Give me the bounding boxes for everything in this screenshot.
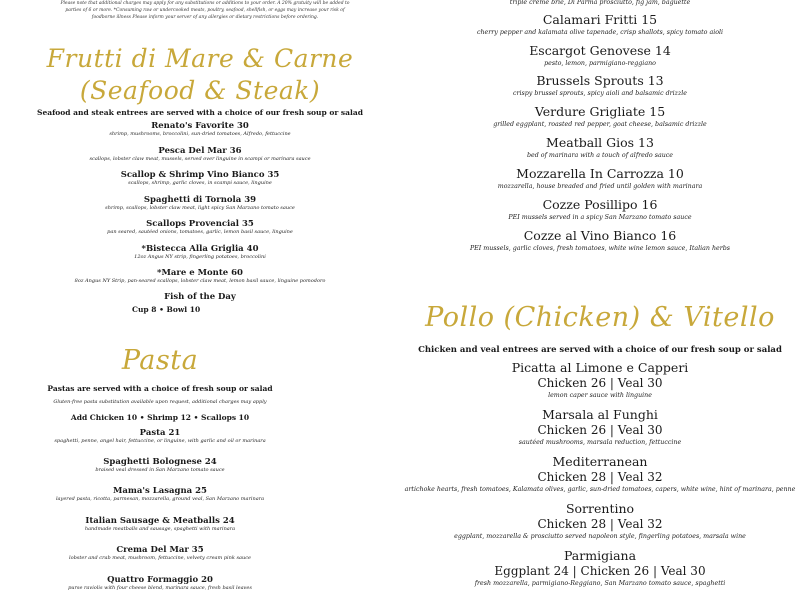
frutti-item: [0, 170, 400, 187]
item-desc: braised veal dressed in San Marzano tomato sauce: [95, 467, 225, 473]
item-desc: lobster and crab meat, mushroom, fettuccine, velvety cream pink sauce: [68, 555, 252, 561]
item-desc: bed of marinara with a touch of alfredo sauce: [526, 152, 674, 159]
item-desc: cherry pepper and kalamata olive tapenade, crisp shallots, spicy tomato aioli: [476, 29, 724, 36]
pollo-item: [400, 501, 800, 541]
item-name: Parmigiana: [563, 548, 637, 563]
frutti-item: [0, 195, 400, 212]
item-price: Chicken 28 | Veal 32: [537, 517, 663, 531]
item-desc: handmade meatballs and sausage, spaghetti with marinara: [84, 526, 236, 532]
item-desc: lemon caper sauce with linguine: [548, 392, 652, 399]
pasta-item: [0, 486, 320, 503]
item-name: Quattro Formaggio 20: [107, 575, 213, 585]
item-desc: PEI mussels served in a spicy San Marzano tomato sauce: [508, 214, 692, 221]
frutti-item: [0, 121, 400, 138]
item-price: Eggplant 24 | Chicken 26 | Veal 30: [494, 564, 706, 578]
item-desc: shrimp, scallops, lobster claw meat, light spicy San Marzano tomato sauce: [105, 205, 295, 211]
item-desc: scallops, shrimp, garlic cloves, in scampi sauce, linguine: [128, 180, 272, 186]
item-price: Chicken 26 | Veal 30: [537, 376, 663, 390]
item-name: Fish of the Day: [164, 292, 236, 302]
item-name: Mediterranean: [552, 454, 648, 469]
item-desc: layered pasta, ricotta, parmesan, mozzarella, ground veal, San Marzano marinara: [55, 496, 265, 502]
pollo-item: [400, 454, 800, 494]
item-name: Pesca Del Mar 36: [158, 146, 242, 156]
frutti-item: [0, 219, 400, 236]
item-desc: eggplant, mozzarella & prosciutto served napoleon style, fingerling potatoes, marsala wine: [454, 533, 746, 540]
frutti-item: [0, 244, 400, 261]
antipasti-item: [400, 12, 800, 37]
pasta-item: [0, 428, 320, 445]
item-desc: pesto, lemon, parmigiano-reggiano: [544, 60, 656, 67]
pasta-add-ons: Add Chicken 10 • Shrimp 12 • Scallops 10: [70, 413, 250, 422]
item-name: Spaghetti Bolognese 24: [103, 457, 217, 467]
pollo-title: Pollo (Chicken) & Vitello: [425, 302, 775, 333]
pasta-item: [0, 516, 320, 533]
menu-notice: Please note that additional charges may apply for any substitutions or additions to your order. A 20% gratuity will be added to parties of 6 or more. *Consuming raw or undercooked meats, poultry, seafood, shellfish, or eggs may increase your risk of foodborne illness Please inform your server of any allergies or dietary restrictions before ordering.: [60, 1, 350, 20]
frutti-item: [0, 292, 400, 302]
item-name: Verdure Grigliate 15: [534, 104, 666, 119]
antipasti-item: [400, 104, 800, 129]
item-name: Cozze al Vino Bianco 16: [523, 228, 677, 243]
item-desc: spaghetti, penne, angel hair, fettuccine, or linguine, with garlic and oil or marinara: [54, 438, 266, 444]
item-desc: crispy brussel sprouts, spicy aioli and balsamic drizzle: [512, 90, 688, 97]
item-price: Chicken 26 | Veal 30: [537, 423, 663, 437]
pasta-item: [0, 545, 320, 562]
frutti-title-line2: (Seafood & Steak): [79, 76, 321, 105]
frutti-item: [0, 146, 400, 163]
right-column: [400, 0, 800, 600]
item-name: Meatball Gios 13: [546, 135, 654, 150]
item-desc: 8oz Angus NY Strip, pan-seared scallops, lobster claw meat, lemon basil sauce, linguine pomodoro: [74, 278, 326, 284]
item-name: Mama's Lasagna 25: [113, 486, 207, 496]
item-name: Scallop & Shrimp Vino Bianco 35: [120, 170, 280, 180]
item-name: Crema Del Mar 35: [116, 545, 204, 555]
item-name: Marsala al Funghi: [542, 407, 658, 422]
frutti-title-line1: Frutti di Mare & Carne: [46, 44, 354, 73]
item-name: Spaghetti di Tornola 39: [143, 195, 257, 205]
item-name: Sorrentino: [565, 501, 635, 516]
pasta-intro: Pastas are served with a choice of fresh soup or salad: [47, 384, 273, 393]
antipasti-item: [400, 197, 800, 222]
antipasti-top-desc: triple crème brie, Di Parma prosciutto, fig jam, baguette: [509, 0, 691, 6]
pollo-intro: Chicken and veal entrees are served with a choice of our fresh soup or salad: [418, 345, 782, 355]
pollo-item: [400, 360, 800, 400]
item-name: Cozze Posillipo 16: [542, 197, 658, 212]
item-desc: artichoke hearts, fresh tomatoes, Kalamata olives, garlic, sun-dried tomatoes, capers, white wine, hint of marinara, penne: [404, 486, 796, 493]
item-name: Escargot Genovese 14: [529, 43, 671, 58]
pasta-item: [0, 457, 320, 474]
antipasti-item: [400, 166, 800, 191]
antipasti-item: [400, 228, 800, 253]
item-name: Brussels Sprouts 13: [536, 73, 664, 88]
item-name: Italian Sausage & Meatballs 24: [85, 516, 235, 526]
item-desc: mozzarella, house breaded and fried until golden with marinara: [497, 183, 703, 190]
item-desc: grilled eggplant, roasted red pepper, goat cheese, balsamic drizzle: [493, 121, 707, 128]
item-name: Renato's Favorite 30: [151, 121, 249, 131]
antipasti-item: [400, 43, 800, 68]
item-desc: shrimp, mushrooms, broccolini, sun-dried tomatoes, Alfredo, fettuccine: [109, 131, 291, 137]
item-name: *Bistecca Alla Griglia 40: [141, 244, 259, 254]
item-desc: 12oz Angus NY strip, fingerling potatoes, broccolini: [134, 254, 266, 260]
item-name: Calamari Fritti 15: [542, 12, 658, 27]
item-desc: PEI mussels, garlic cloves, fresh tomatoes, white wine lemon sauce, Italian herbs: [469, 245, 731, 252]
item-name: Pasta 21: [139, 428, 181, 438]
item-name: Picatta al Limone e Capperi: [511, 360, 689, 375]
item-desc: sautéed mushrooms, marsala reduction, fettuccine: [518, 439, 682, 446]
frutti-item: [0, 268, 400, 285]
frutti-intro: Seafood and steak entrees are served with a choice of our fresh soup or salad: [37, 108, 363, 117]
item-desc: pan seared, sautéed onions, tomatoes, garlic, lemon basil sauce, linguine: [107, 229, 293, 235]
pasta-gluten-note: Gluten-free pasta substitution available upon request, additional charges may apply: [53, 399, 267, 405]
antipasti-item: [400, 135, 800, 160]
pollo-item: [400, 407, 800, 447]
item-name: Mozzarella In Carrozza 10: [516, 166, 684, 181]
item-name: *Mare e Monte 60: [157, 268, 243, 278]
soup-line: Cup 8 • Bowl 10: [132, 305, 201, 314]
antipasti-item: [400, 73, 800, 98]
pasta-item: [0, 575, 320, 592]
item-name: Scallops Provencial 35: [146, 219, 254, 229]
pollo-item: [400, 548, 800, 588]
item-price: Chicken 28 | Veal 32: [537, 470, 663, 484]
item-desc: scallops, lobster claw meat, mussels, served over linguine in scampi or marinara sauce: [89, 156, 311, 162]
item-desc: fresh mozzarella, parmigiano-Reggiano, San Marzano tomato sauce, spaghetti: [474, 580, 726, 587]
item-desc: purse raviolis with four cheese blend, marinara sauce, fresh basil leaves: [68, 585, 252, 591]
pasta-title: Pasta: [121, 345, 199, 376]
